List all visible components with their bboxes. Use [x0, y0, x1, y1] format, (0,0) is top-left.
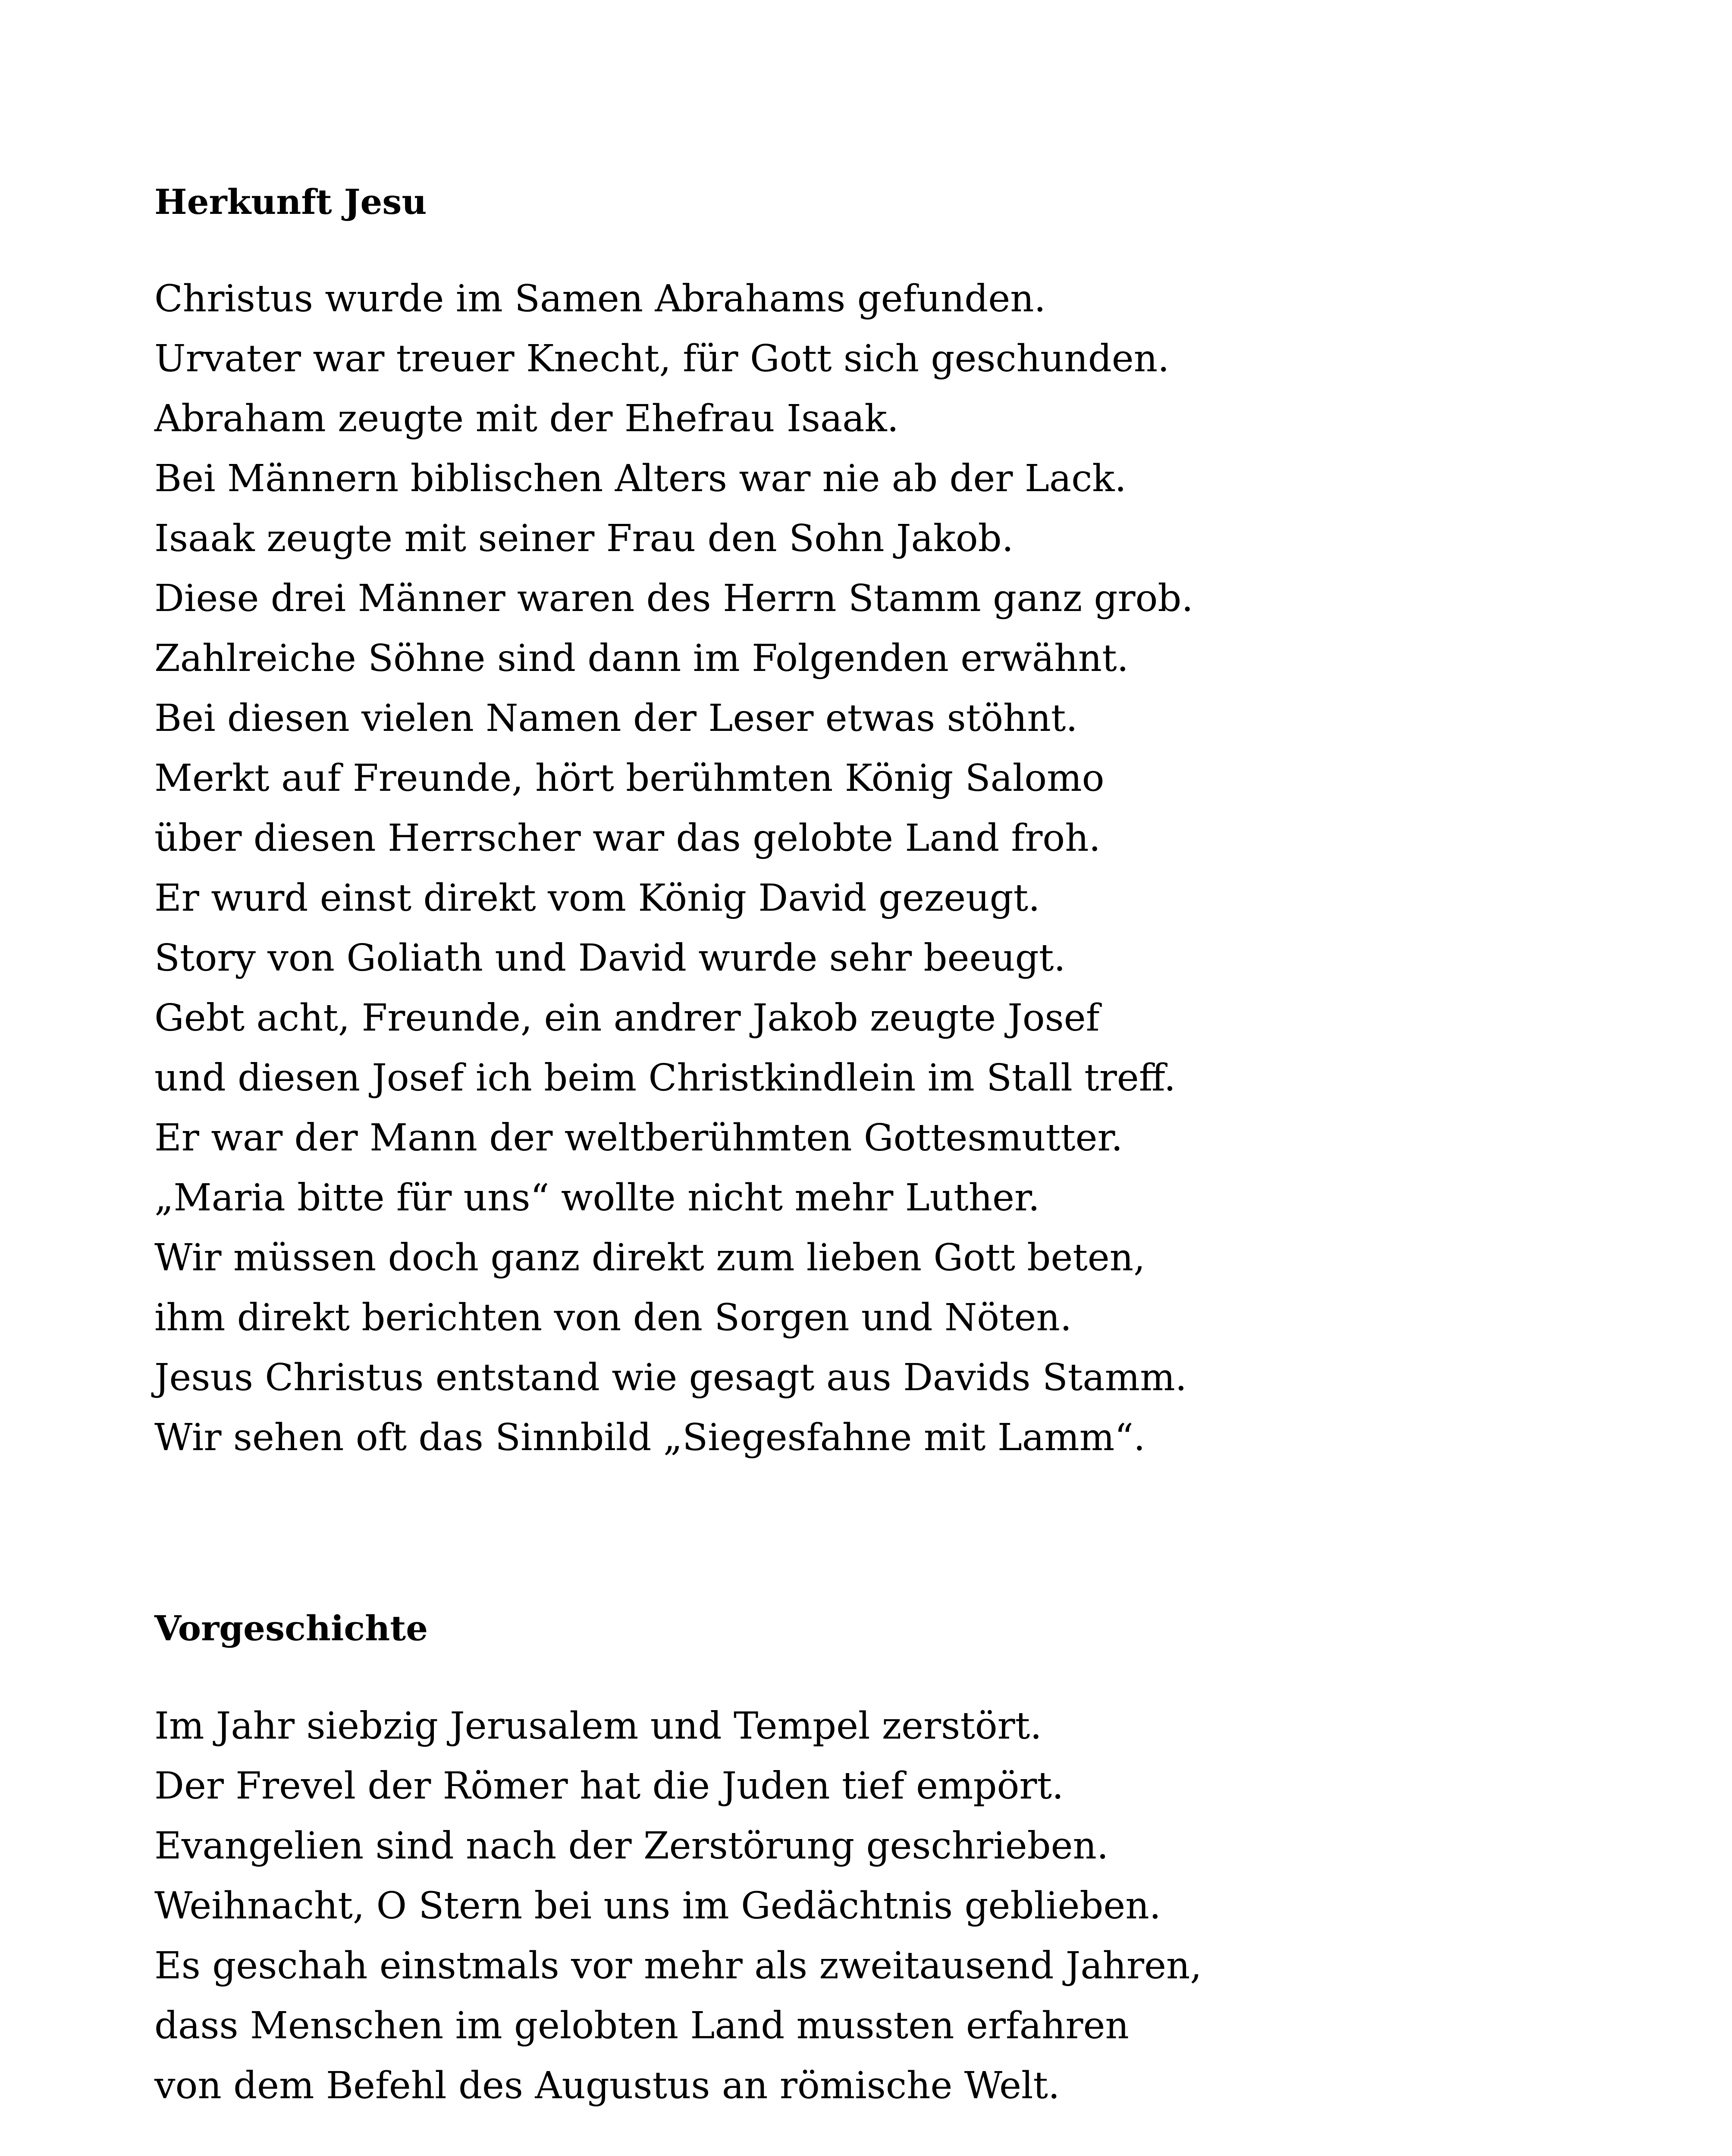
- poem-line: Wir müssen doch ganz direkt zum lieben Gott beten,: [154, 1236, 1145, 1279]
- poem-line: Diese drei Männer waren des Herrn Stamm ganz grob.: [154, 577, 1193, 620]
- poem-line: ihm direkt berichten von den Sorgen und Nöten.: [154, 1296, 1072, 1339]
- poem-line: Christus wurde im Samen Abrahams gefunden.: [154, 277, 1046, 320]
- poem-line: Es geschah einstmals vor mehr als zweitausend Jahren,: [154, 1944, 1202, 1987]
- poem-line: Story von Goliath und David wurde sehr beeugt.: [154, 937, 1066, 980]
- poem-line: Der Frevel der Römer hat die Juden tief empört.: [154, 1764, 1064, 1808]
- poem-line: Bei diesen vielen Namen der Leser etwas stöhnt.: [154, 697, 1078, 740]
- poem-line: Isaak zeugte mit seiner Frau den Sohn Jakob.: [154, 517, 1014, 560]
- poem-line: Im Jahr siebzig Jerusalem und Tempel zerstört.: [154, 1705, 1042, 1748]
- poem-line: Gebt acht, Freunde, ein andrer Jakob zeugte Josef: [154, 997, 1100, 1040]
- poem-line: dass Menschen im gelobten Land mussten erfahren: [154, 2004, 1129, 2047]
- poem-line: von dem Befehl des Augustus an römische Welt.: [154, 2064, 1060, 2107]
- poem-line: „Maria bitte für uns“ wollte nicht mehr Luther.: [154, 1176, 1040, 1219]
- poem-line: Urvater war treuer Knecht, für Gott sich geschunden.: [154, 337, 1170, 380]
- poem-line: und diesen Josef ich beim Christkindlein im Stall treff.: [154, 1056, 1176, 1100]
- poem-line: Abraham zeugte mit der Ehefrau Isaak.: [154, 397, 899, 440]
- section-title-herkunft-jesu: Herkunft Jesu: [154, 182, 427, 222]
- poem-line: Weihnacht, O Stern bei uns im Gedächtnis geblieben.: [154, 1884, 1161, 1927]
- poem-line: Merkt auf Freunde, hört berühmten König Salomo: [154, 757, 1104, 800]
- poem-line: Er wurd einst direkt vom König David gezeugt.: [154, 877, 1040, 920]
- poem-vorgeschichte: [154, 1696, 1202, 2116]
- poem-line: Evangelien sind nach der Zerstörung geschrieben.: [154, 1824, 1109, 1868]
- poem-line: Bei Männern biblischen Alters war nie ab der Lack.: [154, 457, 1126, 500]
- poem-line: Zahlreiche Söhne sind dann im Folgenden erwähnt.: [154, 637, 1129, 680]
- section-title-vorgeschichte: Vorgeschichte: [154, 1608, 428, 1648]
- poem-line: Wir sehen oft das Sinnbild „Siegesfahne mit Lamm“.: [154, 1416, 1145, 1459]
- poem-herkunft-jesu: [154, 269, 1193, 1468]
- poem-line: Jesus Christus entstand wie gesagt aus Davids Stamm.: [154, 1356, 1187, 1399]
- poem-line: über diesen Herrscher war das gelobte Land froh.: [154, 817, 1101, 860]
- poem-line: Er war der Mann der weltberühmten Gottesmutter.: [154, 1116, 1123, 1159]
